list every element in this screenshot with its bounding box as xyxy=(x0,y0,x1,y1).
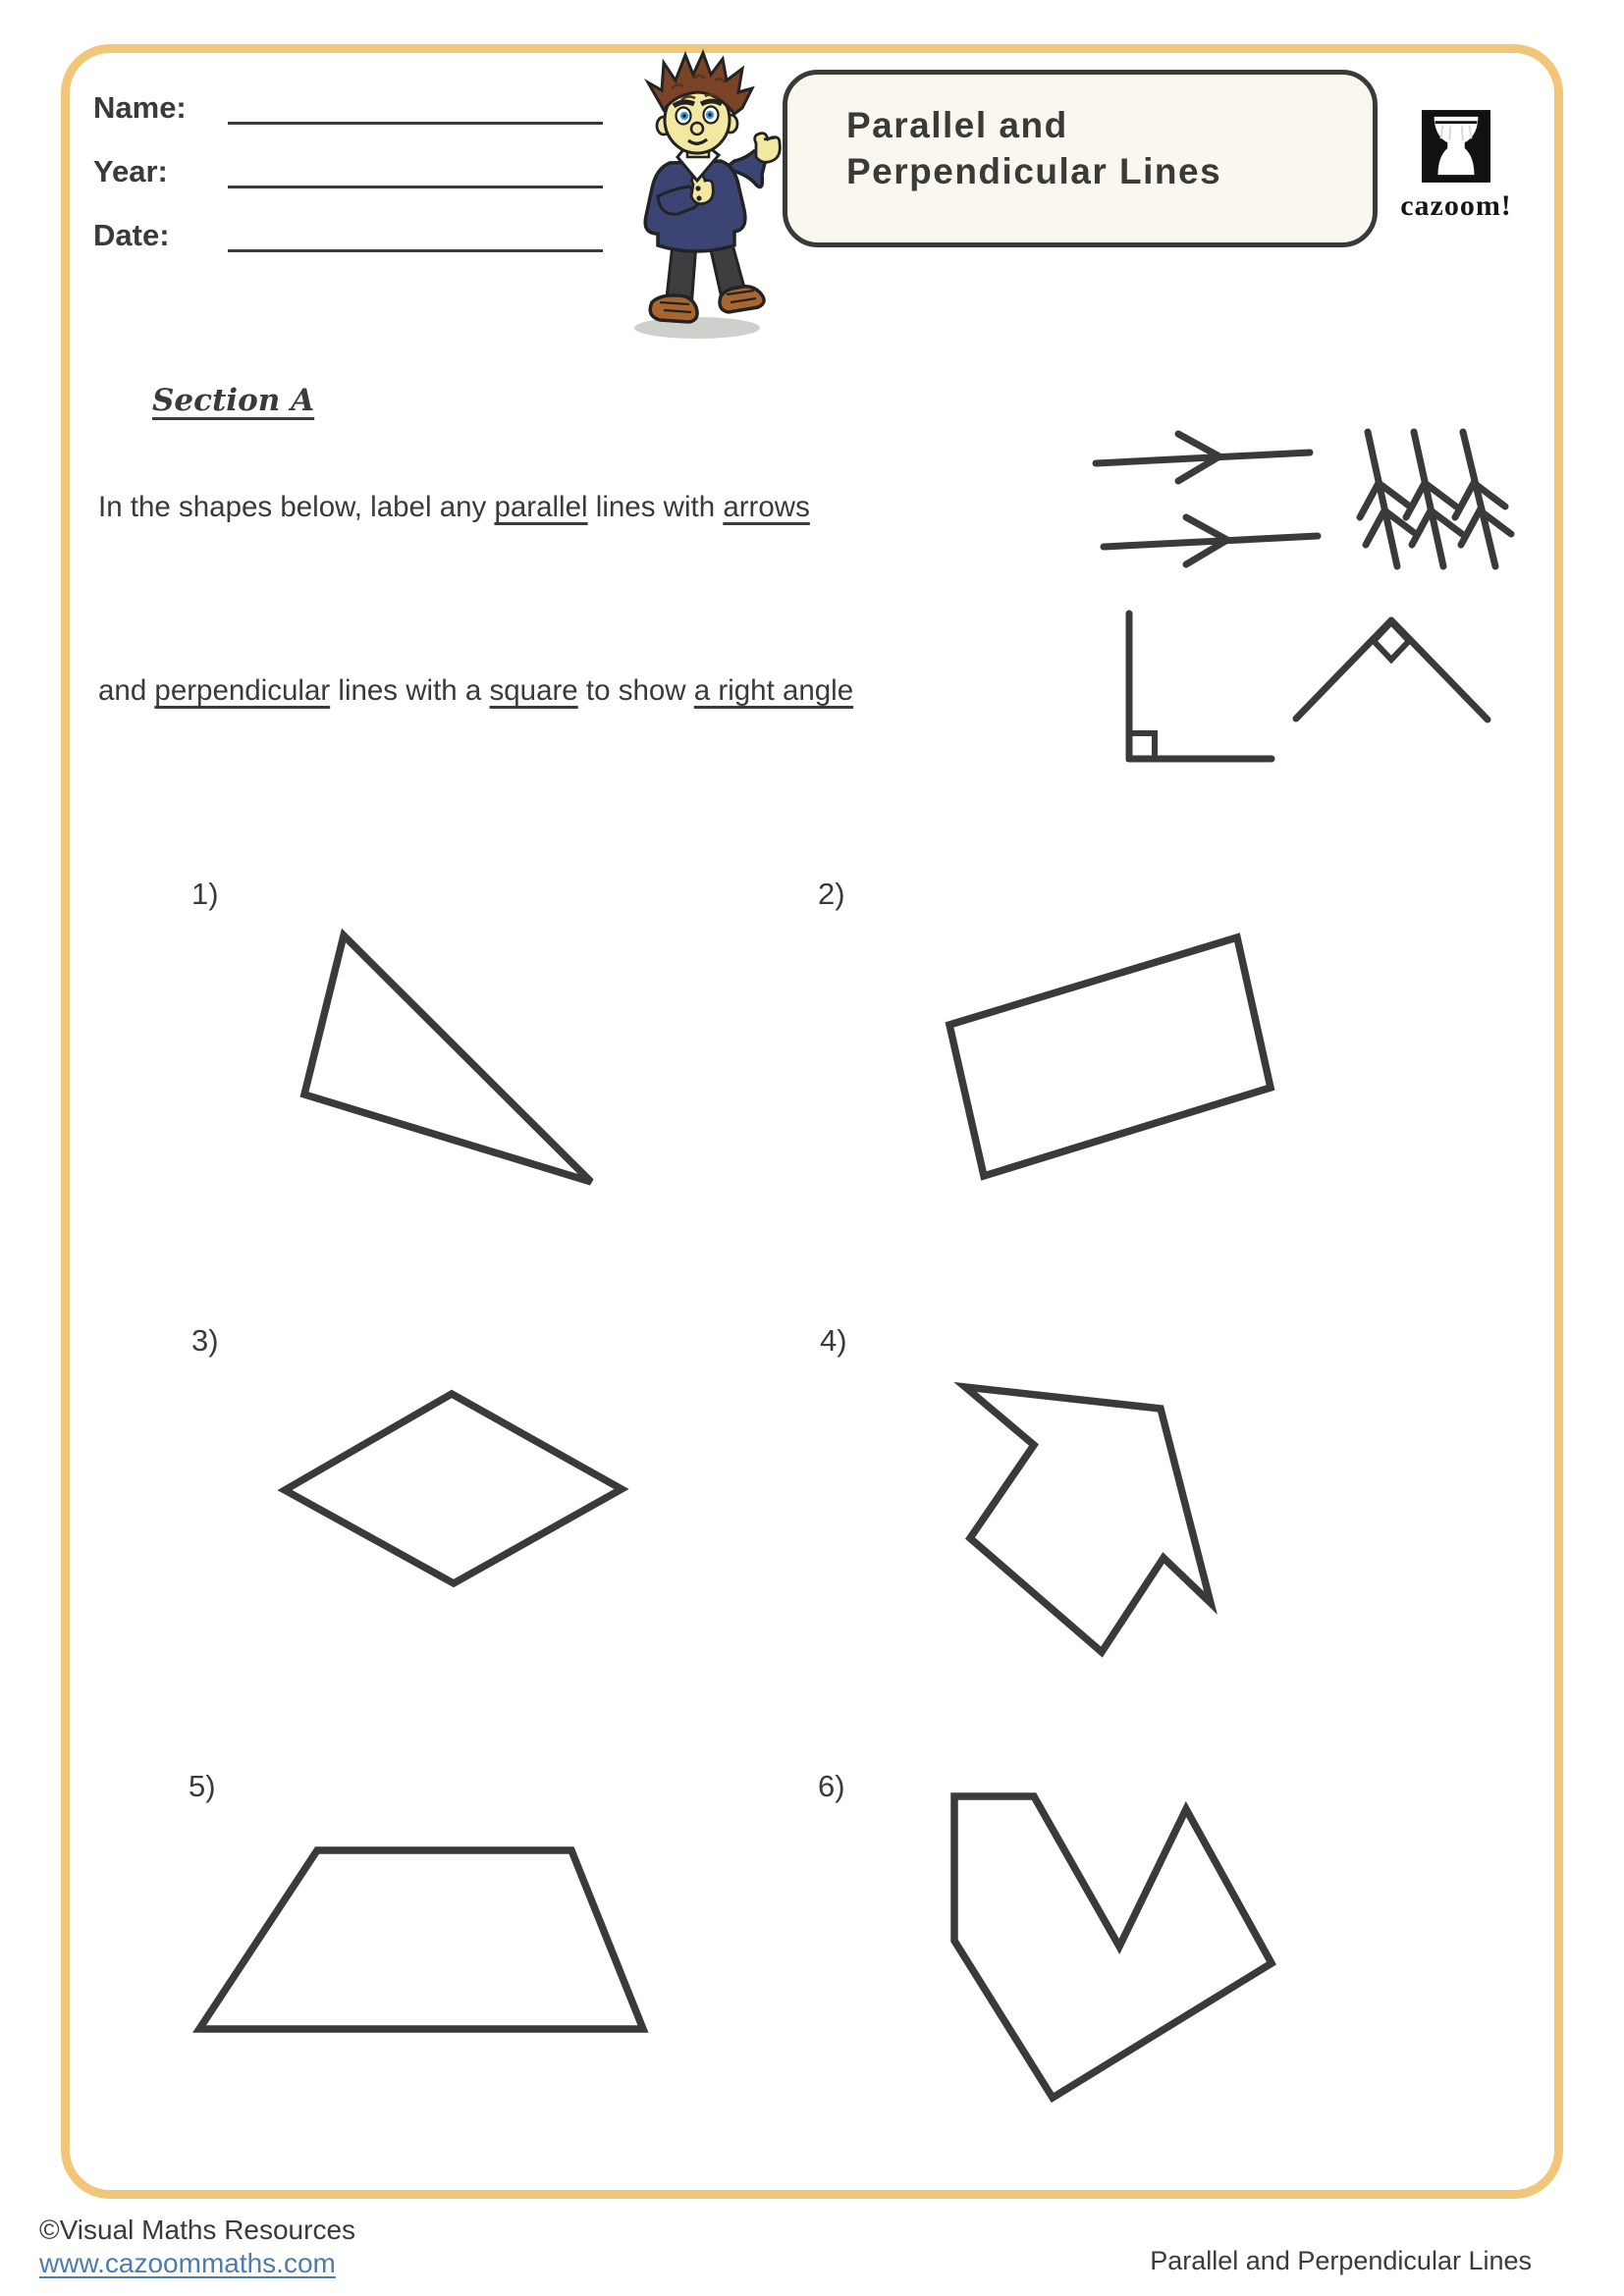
question-3-number: 3) xyxy=(191,1323,219,1358)
mascot-boy-illustration xyxy=(599,49,800,344)
worksheet-title-line2: Perpendicular Lines xyxy=(846,151,1222,191)
name-label: Name: xyxy=(93,90,187,125)
question-6-number: 6) xyxy=(818,1769,845,1803)
worksheet-title-line1: Parallel and xyxy=(846,105,1068,145)
instr1-arrows: arrows xyxy=(723,491,810,523)
question-5-number: 5) xyxy=(189,1769,216,1803)
year-label: Year: xyxy=(93,154,168,188)
cazoom-logo-text: cazoom! xyxy=(1400,189,1512,222)
instr2-seg5: to show xyxy=(577,674,694,707)
worksheet-title-box xyxy=(783,70,1378,247)
instr2-square: square xyxy=(489,674,578,707)
cazoom-logo xyxy=(1387,110,1525,223)
instr2-seg1: and xyxy=(98,674,155,707)
year-input-line xyxy=(228,186,603,188)
instr2-seg3: lines with a xyxy=(330,674,490,707)
instr2-right-angle: a right angle xyxy=(693,674,854,707)
instruction-line-2 xyxy=(98,674,853,708)
footer-worksheet-title: Parallel and Perpendicular Lines xyxy=(1150,2246,1532,2275)
instruction-line-1 xyxy=(98,491,810,524)
name-input-line xyxy=(228,122,603,125)
instr1-seg1: In the shapes below, label any xyxy=(98,491,495,523)
instr1-parallel: parallel xyxy=(494,491,588,523)
question-1-number: 1) xyxy=(191,877,219,911)
question-4-number: 4) xyxy=(820,1323,847,1358)
mascot-shadow xyxy=(634,317,760,339)
cazoom-drum-icon xyxy=(1422,110,1490,183)
instr1-seg3: lines with xyxy=(587,491,724,523)
copyright-text: ©Visual Maths Resources xyxy=(39,2215,356,2245)
section-a-heading: Section A xyxy=(152,383,315,418)
website-link[interactable]: www.cazoommaths.com xyxy=(39,2248,336,2278)
question-2-number: 2) xyxy=(818,877,845,911)
date-input-line xyxy=(228,249,603,252)
date-label: Date: xyxy=(93,218,170,252)
page-border-frame xyxy=(61,44,1563,2199)
instr2-perpendicular: perpendicular xyxy=(154,674,331,707)
